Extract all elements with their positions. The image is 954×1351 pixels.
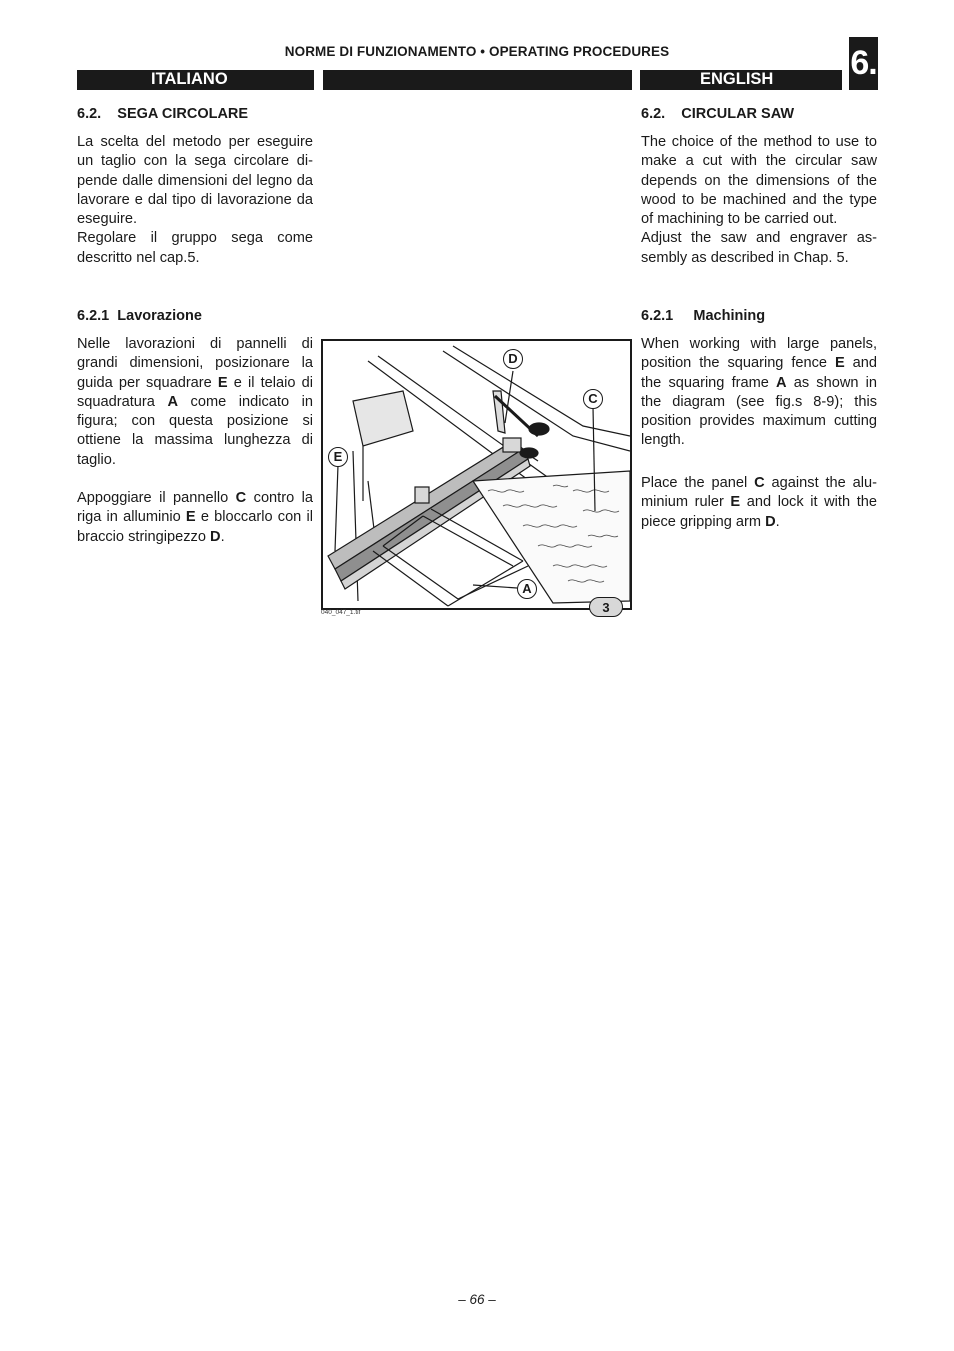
italian-section-title: 6.2. SEGA CIRCOLARE xyxy=(77,106,249,122)
ref-label-d: D xyxy=(765,513,776,530)
figure-code: 040_047_1.tif xyxy=(321,609,361,616)
english-language-bar xyxy=(640,70,842,90)
callout-a: A xyxy=(517,579,537,599)
italian-language-bar xyxy=(77,70,314,90)
english-paragraph-2 xyxy=(641,474,877,532)
italian-intro-paragraph: La scelta del metodo per eseguire un taglio con la sega circolare di-pende dalle dimensioni del legno da lavorare e dal tipo di lavorazione da eseguire. xyxy=(77,134,313,228)
text-run: and the squaring frame xyxy=(641,355,877,391)
text-run: When working with large panels, position the squaring fence xyxy=(641,336,877,372)
text-run: . xyxy=(220,528,225,545)
page-header-title: NORME DI FUNZIONAMENTO • OPERATING PROCEDURES xyxy=(284,44,670,59)
english-section-title: 6.2. CIRCULAR SAW xyxy=(641,106,795,122)
italian-intro-paragraph: Regolare il gruppo sega come descritto nel cap.5. xyxy=(77,230,313,266)
text-run: . xyxy=(775,513,780,530)
page-number: – 66 – xyxy=(458,1292,496,1307)
text-run: Appoggiare il pannello xyxy=(77,490,236,506)
text-run: e bloccarlo con il braccio stringipezzo xyxy=(77,509,313,545)
ref-label-e: E xyxy=(834,355,845,372)
chapter-tab: 6. xyxy=(849,37,878,90)
saw-diagram-illustration xyxy=(323,341,630,608)
italian-subsection-title: 6.2.1 Lavorazione xyxy=(77,308,202,324)
text-run: e il telaio di squadratura xyxy=(77,374,313,410)
ref-label-c: C xyxy=(754,475,765,491)
italian-paragraph-2 xyxy=(77,489,313,547)
text-run: against the alu-minium ruler xyxy=(641,475,877,511)
english-intro-paragraph: Adjust the saw and engraver as-sembly as described in Chap. 5. xyxy=(641,230,877,266)
text-run: contro la riga in alluminio xyxy=(77,490,314,526)
english-intro xyxy=(641,133,877,268)
text-run: come indicato in figura; con questa posizione si ottiene la massima lunghezza di taglio. xyxy=(77,393,313,468)
center-bar xyxy=(323,70,632,90)
ref-label-d: D xyxy=(210,528,221,545)
italian-language-label: ITALIANO xyxy=(151,70,228,88)
english-language-label: ENGLISH xyxy=(700,70,774,88)
ref-label-a: A xyxy=(776,374,787,391)
ref-label-e: E xyxy=(730,494,741,511)
callout-d: D xyxy=(503,349,523,369)
ref-label-e: E xyxy=(185,509,196,526)
english-subsection-title: 6.2.1 Machining xyxy=(641,308,766,324)
italian-intro xyxy=(77,133,313,268)
text-run: Place the panel xyxy=(641,475,755,491)
callout-c: C xyxy=(583,389,603,409)
callout-e: E xyxy=(328,447,348,467)
saw-diagram-figure xyxy=(321,339,632,610)
italian-paragraph-1 xyxy=(77,335,313,470)
text-run: and lock it with the piece gripping arm xyxy=(641,494,877,530)
figure-number: 3 xyxy=(589,597,623,617)
ref-label-c: C xyxy=(235,490,247,506)
text-run: as shown in the diagram (see fig.s 8-9); this position provides maximum cutting length. xyxy=(641,374,877,449)
text-run: Nelle lavorazioni di pannelli di grandi dimensioni, posizionare la guida per squadrare xyxy=(77,336,313,391)
english-paragraph-1 xyxy=(641,335,877,451)
ref-label-e: E xyxy=(217,374,228,391)
ref-label-a: A xyxy=(167,393,178,410)
english-intro-paragraph: The choice of the method to use to make a cut with the circular saw depends on the dimensions of the wood to be machined and the type of machining to be carried out. xyxy=(641,134,877,228)
